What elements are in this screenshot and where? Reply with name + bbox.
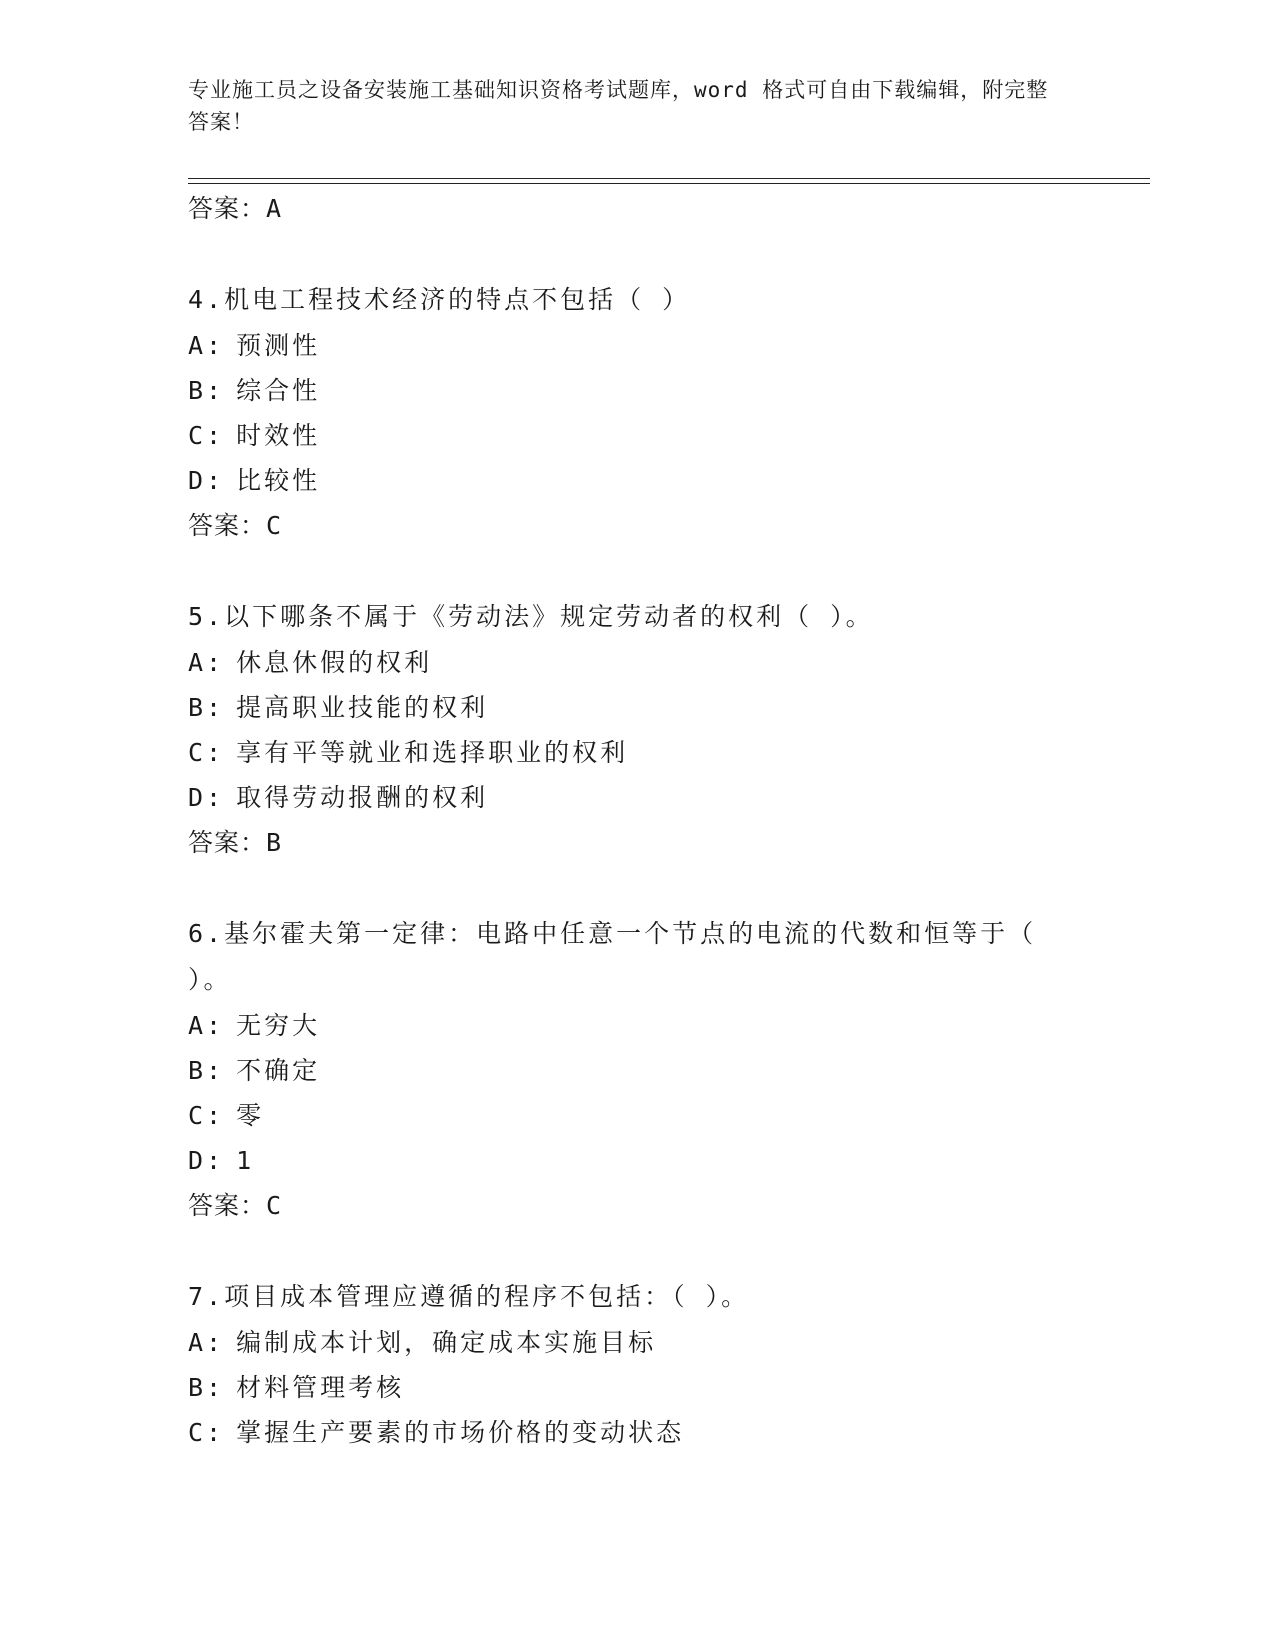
- option-c: [188, 1093, 1088, 1138]
- option-key: A:: [188, 648, 225, 677]
- answer-line: [188, 820, 1088, 866]
- header-divider-top: [188, 178, 1150, 179]
- option-key: A:: [188, 1328, 225, 1357]
- option-key: B:: [188, 1373, 225, 1402]
- question-list: [188, 186, 1088, 1455]
- spacer: [188, 549, 1088, 594]
- option-key: D:: [188, 466, 225, 495]
- option-a: [188, 640, 1088, 685]
- option-text: 不确定: [236, 1056, 321, 1085]
- option-d: [188, 1138, 1088, 1183]
- option-a: [188, 1003, 1088, 1048]
- spacer: [188, 866, 1088, 911]
- document-header: 专业施工员之设备安装施工基础知识资格考试题库，word 格式可自由下载编辑，附完整答案！: [188, 78, 1049, 134]
- answer-line: [188, 186, 1088, 232]
- spacer: [188, 232, 1088, 277]
- answer-label: 答案：: [188, 511, 267, 540]
- option-text: 取得劳动报酬的权利: [236, 783, 489, 812]
- answer-line: [188, 1183, 1088, 1229]
- option-key: B:: [188, 1056, 225, 1085]
- option-key: C:: [188, 738, 225, 767]
- option-b: [188, 685, 1088, 730]
- option-b: [188, 368, 1088, 413]
- option-b: [188, 1365, 1088, 1410]
- option-key: C:: [188, 1418, 225, 1447]
- question-text: 5.以下哪条不属于《劳动法》规定劳动者的权利（ ）。: [188, 602, 874, 631]
- option-c: [188, 730, 1088, 775]
- option-key: C:: [188, 1101, 225, 1130]
- option-text: 材料管理考核: [236, 1373, 405, 1402]
- question-text: 6.基尔霍夫第一定律：电路中任意一个节点的电流的代数和恒等于（ ）。: [188, 919, 1037, 994]
- question-text: 7.项目成本管理应遵循的程序不包括：（ ）。: [188, 1282, 750, 1311]
- option-key: A:: [188, 1011, 225, 1040]
- option-key: B:: [188, 693, 225, 722]
- option-key: D:: [188, 1146, 225, 1175]
- option-text: 编制成本计划，确定成本实施目标: [236, 1328, 657, 1357]
- option-c: [188, 413, 1088, 458]
- answer-value: C: [266, 511, 283, 540]
- option-text: 享有平等就业和选择职业的权利: [236, 738, 629, 767]
- answer-label: 答案：: [188, 194, 267, 223]
- option-text: 提高职业技能的权利: [236, 693, 489, 722]
- spacer: [188, 1229, 1088, 1274]
- header-divider-bottom: [188, 183, 1150, 184]
- option-key: C:: [188, 421, 225, 450]
- option-c: [188, 1410, 1088, 1455]
- option-text: 预测性: [236, 331, 321, 360]
- option-b: [188, 1048, 1088, 1093]
- option-text: 零: [236, 1101, 265, 1130]
- option-text: 综合性: [236, 376, 321, 405]
- option-text: 无穷大: [236, 1011, 321, 1040]
- answer-value: A: [266, 194, 283, 223]
- option-d: [188, 458, 1088, 503]
- answer-label: 答案：: [188, 828, 267, 857]
- option-a: [188, 1320, 1088, 1365]
- answer-value: C: [266, 1191, 283, 1220]
- option-d: [188, 775, 1088, 820]
- answer-label: 答案：: [188, 1191, 267, 1220]
- answer-line: [188, 503, 1088, 549]
- option-text: 时效性: [236, 421, 321, 450]
- option-text: 休息休假的权利: [236, 648, 433, 677]
- option-text: 比较性: [236, 466, 321, 495]
- option-text: 1: [236, 1146, 255, 1175]
- option-text: 掌握生产要素的市场价格的变动状态: [236, 1418, 685, 1447]
- question-text: 4.机电工程技术经济的特点不包括（ ）: [188, 285, 691, 314]
- option-key: B:: [188, 376, 225, 405]
- option-key: D:: [188, 783, 225, 812]
- answer-value: B: [266, 828, 283, 857]
- option-key: A:: [188, 331, 225, 360]
- option-a: [188, 323, 1088, 368]
